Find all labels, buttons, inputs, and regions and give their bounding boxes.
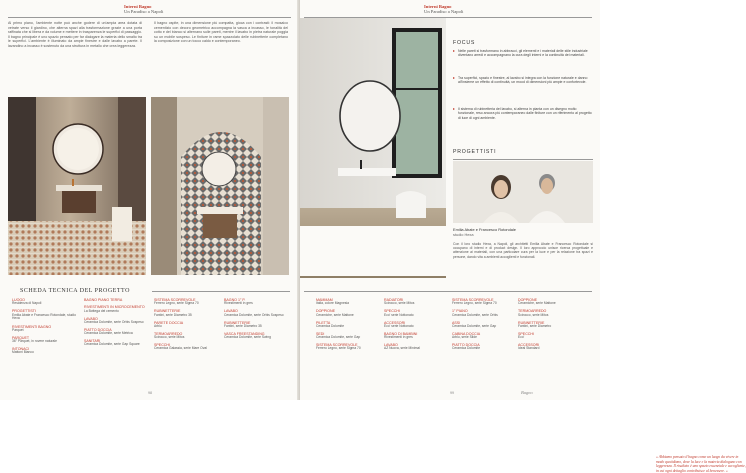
intro-column-2: Il bagno ospite, in una dimensione più compatta, gioca con i contrasti: il mosaico cementizio con decoro geometrico accompagna la vasca a incasso, le tonalità del cotto e del bianco si alternano sulle pareti, mentre il lavabo in pietra naturale poggia su un mobile sospeso. Le finiture in rame spazzolato delle rubinetterie completano la composizione con un tocco caldo e contemporaneo. [154,21,288,44]
spec-label: VASCA FREESTANDING [224,331,265,336]
spec-value: Residenza di Napoli [12,301,42,306]
spec-entry [154,321,224,329]
bathroom-photo-secondary [151,97,289,275]
spec-label: LAVABO [84,316,98,321]
designers-bio: Con il loro studio Hexa, a Napoli, gli architetti Emilia Abate e Francesco Rotondale si occupano di interni e di product design. Il loro approccio unisce ricerca progettuale e attenzione ai materiali, con una particolare cura per la luce e per la relazione tra spazi e persone, dando vita a ambienti accoglienti e funzionali. [453,242,593,259]
spec-entry [154,332,224,340]
designers-portrait [453,161,593,223]
focus-item [453,107,593,120]
spec-label: PARQUET [12,335,30,340]
spec-entry [452,332,522,340]
spec-value: 36° Parquet, in rovere naturale [12,339,57,343]
spec-entry [12,309,82,321]
tech-sheet-rule-left [152,291,290,292]
spec-entry [384,298,454,306]
focus-item [453,76,593,85]
tech-sheet-rule-right [304,291,592,292]
spec-value: Fantini, serie Diametro [518,323,552,328]
spec-column-7 [452,298,522,354]
spec-column-1 [12,298,82,358]
spec-value: AZ Nuova, serie Minimal [384,346,420,351]
spec-label: SPECCHI [518,331,534,336]
spec-label: RUBINETTERIE [518,320,545,325]
spec-value: Emilia Abate e Francesco Rotondale, studio Hexa [12,312,76,321]
spec-label: SANITARI [84,339,101,344]
spec-entry [154,343,224,351]
running-head-kicker: Interni Bagno [424,4,452,9]
spec-label: 1° PIANO [452,309,468,314]
arrow-right-icon: ▸ [453,106,456,111]
spec-entry [84,328,154,336]
designers-names [453,228,516,237]
spec-value: Eco' [518,335,525,340]
spec-value: Ceramica Dolomite, serie Orbis [452,312,498,317]
spec-entry [84,298,154,302]
spec-value: Ceramica Dolomite, serie Swing [224,335,271,340]
spec-value: Ceramica Dolomite, serie Gap Square [84,342,140,347]
spec-label: TERMOARREDO [518,309,547,314]
spec-column-8 [518,298,588,354]
spec-value: Mattoni Bianco [12,350,34,355]
spec-entry [452,309,522,317]
spec-column-6 [384,298,454,354]
spec-entry [12,347,82,355]
spec-value: Ceramica Dolomite, serie Gap [452,323,497,328]
bathroom-photo-secondary-image [151,97,289,275]
intro-column-1: Al primo piano, l'ambiente notte può anche godere di un'ampia area dotata di vetrate verso il giardino, che alterna spazi alla trasformazione grazie a una porta raffinata che si libera e da volume e mettere in trasparenza le superfici di passaggio. Il bagno principale è uno spazio pensato per far dialogare la materia dello smalto tra le superfici. L'ambiente è illuminato da ampie finestre e dalle lavabo a parete. Il lavandino a incasso è sostenuto da una struttura in metallo che crea leggerezza. [8,21,142,48]
spec-label: LAVABO [224,309,238,314]
spec-label: PIATTO DOCCIA [452,343,480,348]
spec-value: Eco' serie Nottonato [384,323,414,328]
spec-entry [316,298,386,306]
spec-entry [154,298,224,306]
spec-entry [518,298,588,306]
spec-entry [154,309,224,317]
spec-entry [84,317,154,325]
spec-entry [224,309,294,317]
spec-entry [518,321,588,329]
spec-value: Ceramica Dolomite, serie Orbis Sospeso [224,312,284,317]
bathroom-photo-main-image [8,97,146,275]
spec-label: RUBINETTERIE [154,309,181,314]
spec-entry [452,321,522,329]
spec-entry [452,343,522,351]
spec-entry [518,309,588,317]
focus-item-text: Nelle pareti si trasformano in abbracci, gli elementi e i materiali delle stile industriale diventano arredi e accompagnano la cura degli interni e la continuità dei materiali. [458,49,588,58]
spec-entry [316,332,386,340]
spec-label: LAVABO [384,343,398,348]
spec-value: Ferrero Legno, serie Sigma 70 [154,301,199,306]
spec-value: Scirocco, serie Mitos [518,312,549,317]
spec-value: Italia, colore Magnesia [316,301,349,306]
page-number-right: 99 [450,391,454,395]
spec-column-2 [84,298,154,351]
spec-label: SPECCHI [384,309,400,314]
running-head-right [424,4,463,15]
spec-value: Ceramica Dolomite, serie Metrica [84,331,133,336]
spec-entry [452,298,522,306]
focus-item [453,49,593,58]
spec-entry [84,305,154,313]
spec-entry [518,343,588,351]
spec-value: Eco' serie Nottonato [384,312,414,317]
spec-entry [316,343,386,351]
spec-label: SISTEMA SCORREVOLE [154,298,196,302]
spec-column-4 [224,298,294,343]
spec-label: RIVESTIMENTI BAGNO [12,324,52,329]
running-head-subtitle: Un Paradiso a Napoli [124,9,164,15]
spec-label: ACCESSORI [518,343,540,348]
focus-heading: FOCUS [453,40,476,46]
spec-label: PARETE DOCCIA [154,320,184,325]
spec-label: CABINA DOCCIA [452,331,481,336]
arrow-right-icon: ▸ [453,75,456,80]
spec-value: Fantini, serie Diametro 35 [224,323,262,328]
spec-value: Ceramica Dolomite, serie Gap [316,335,361,340]
spec-entry [12,325,82,333]
spec-label: ACCESSORI [384,320,406,325]
spec-label: BAGNO 1° P. [224,298,246,302]
designers-portrait-image [453,161,593,223]
spec-label: LUOGO [12,298,25,302]
spec-value: Ceramica Dolomite [316,323,345,328]
page-number-left: 98 [148,391,152,395]
spec-entry [224,298,294,306]
spec-value: Ceramiche, serie Mattone [518,301,556,306]
spec-label: RUBINETTERIE [224,320,251,325]
spec-value: Ceramica Galassia, serie Mare Oval [154,346,207,351]
spec-label: SISTEMA SCORREVOLE [316,343,358,348]
spec-value: Scirocco, serie Mitos [384,301,415,306]
designers-studio: studio Hexa [453,231,474,237]
spec-label: MAMMAM [316,298,333,302]
spec-value: Scirocco, serie Mitos [154,335,185,340]
spec-label: RADIATORI [384,298,404,302]
spec-value: Parquet [12,327,24,332]
bathroom-photo-main [8,97,146,275]
spec-label: SEDI [316,331,325,336]
spec-entry [84,339,154,347]
spec-column-5 [316,298,386,354]
spec-label: INTONACI [12,347,30,352]
spec-entry [384,332,454,340]
focus-item-text: Tra superfici, spazio e finestre, al lavabo si integra con la funzione naturale e danno all'insieme un effetto di continuità, un mood di dimensioni più ampie e confortevole. [458,76,588,85]
spec-value: Rivestimenti in gres [384,335,413,340]
arrow-right-icon: ▸ [453,48,456,53]
spec-value: Ideal Standard [518,346,540,351]
spec-value: Ceramica Dolomite [452,346,481,351]
spec-entry [224,332,294,340]
spec-label: ASSI [452,320,461,325]
spec-entry [316,321,386,329]
spec-value: Ferrero Legno, serie Sigma 70 [452,301,497,306]
designers-heading: PROGETTISTI [453,149,497,155]
spec-value: Ceramica Dolomite, serie Orbis Sospeso [84,319,144,324]
running-head-left [124,4,163,15]
running-head-kicker: Interni Bagno [124,4,152,9]
spec-value: Ceramiche, serie Mattone [316,312,354,317]
spec-value: Arblu, serie Slide [452,335,477,340]
top-rule-left [8,17,291,18]
spec-entry [384,309,454,317]
spec-value: Arblu [154,323,162,328]
spec-label: DOPPIONE [518,298,537,302]
spec-value: Fantini, serie Diametro 35 [154,312,192,317]
spec-value: La Bottega del cemento [84,308,119,313]
spec-value: Ferrero Legno, serie Sigma 70 [316,346,361,351]
spec-label: DOPPIONE [316,309,335,314]
left-page [0,0,298,400]
spec-entry [384,321,454,329]
focus-item-text: Il sistema di rubinetteria del lavabo, si alterna in pianta con un disegno molto funzionale, reso ancora più contemporaneo dalle finiture con un riferimento al progetto di luce di ogni ambiente. [458,107,592,120]
pull-quote: « Abbiamo pensato il bagno come un luogo da vivere in modo quotidiano, dove la luce e la materia dialogano con leggerezza. Il risultato è uno spazio essenziale e accogliente, in cui ogni dettaglio contribuisce al benessere. » [656,455,746,473]
designers-rule [453,159,593,160]
spec-entry [316,309,386,317]
designers-names-text: Emilia Abate e Francesco Rotondale [453,227,516,232]
spec-label: PROGETTISTI [12,309,36,314]
spec-label: RIVESTIMENTI IN MICROCEMENTO [84,305,145,310]
spec-entry [12,298,82,306]
spec-entry [12,336,82,344]
spec-label: PIATTO DOCCIA [84,327,112,332]
spec-label: SISTEMA SCORREVOLE [452,298,494,302]
spec-entry [384,343,454,351]
spec-label: PILETTA [316,320,331,325]
running-head-subtitle: Un Paradiso a Napoli [424,9,464,15]
spec-entry [518,332,588,340]
spec-label: SPECCHI [154,343,170,348]
spec-label: BAGNO PIANO TERRA [84,298,123,302]
spec-column-3 [154,298,224,354]
spec-label: BAGNO DI BAMBINI [384,331,418,336]
spec-entry [224,321,294,329]
spec-value: Rivestimenti in gres [224,301,253,306]
spec-label: TERMOARREDO [154,331,183,336]
tech-sheet-title: SCHEDA TECNICA DEL PROGETTO [20,288,130,294]
magazine-name: Bagno [521,390,533,395]
